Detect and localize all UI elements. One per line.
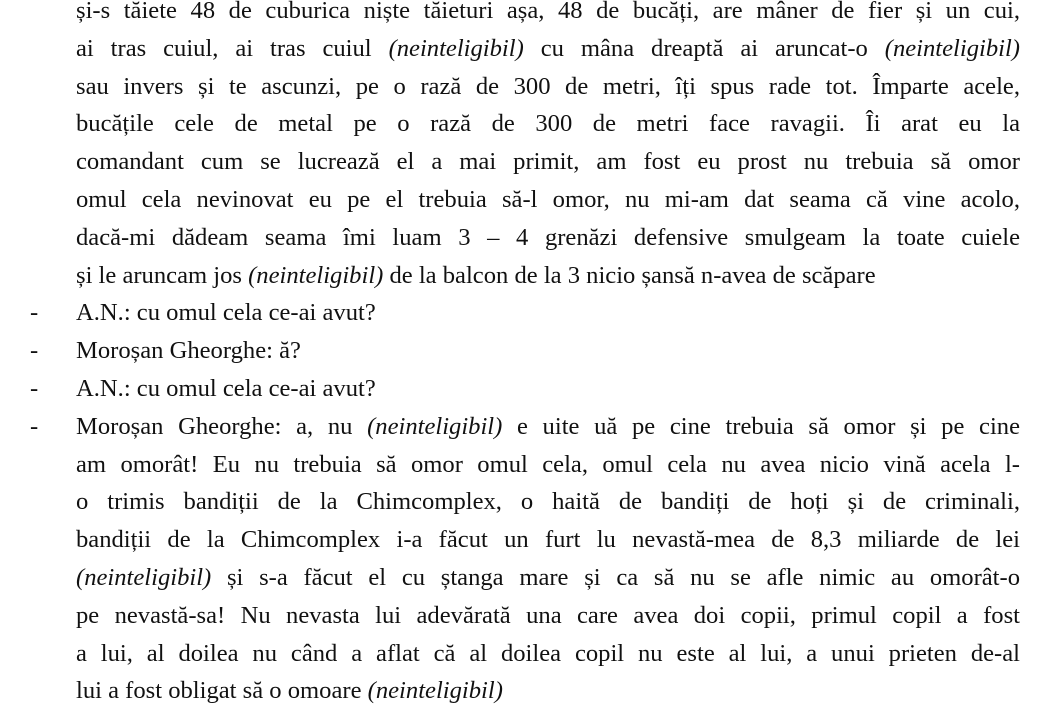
dialogue-entry	[0, 370, 1050, 408]
text-segment: și-s tăiete 48 de cuburica niște tăieturi așa, 48 de bucăți, are mâner de fier și un cui,	[76, 0, 1020, 24]
unintelligible-note: (neinteligibil)	[884, 34, 1020, 62]
text-segment: cu mâna dreaptă ai aruncat-o	[523, 34, 885, 62]
text-line	[0, 105, 1020, 143]
text-segment: dacă-mi dădeam seama îmi luam 3 – 4 grenăzi defensive smulgeam la toate cuiele	[76, 223, 1020, 251]
unintelligible-note: (neinteligibil)	[248, 261, 384, 289]
unintelligible-note: (neinteligibil)	[388, 34, 524, 62]
text-segment: comandant cum se lucrează el a mai primit, am fost eu prost nu trebuia să omor	[76, 148, 1020, 176]
text-line	[0, 521, 1020, 559]
text-segment: o trimis bandiții de la Chimcomplex, o haită de bandiți de hoți și de criminali,	[76, 488, 1020, 516]
text-line	[0, 294, 1020, 332]
text-line	[0, 219, 1020, 257]
text-segment: A.N.: cu omul cela ce-ai avut?	[76, 299, 376, 327]
unintelligible-note: (neinteligibil)	[367, 412, 503, 440]
text-segment: e uite uă pe cine trebuia să omor și pe cine	[502, 412, 1021, 440]
text-segment: și le aruncam jos	[76, 261, 249, 289]
text-line	[0, 635, 1020, 673]
text-segment: A.N.: cu omul cela ce-ai avut?	[76, 374, 376, 402]
text-line	[0, 143, 1020, 181]
dialogue-entry	[0, 408, 1050, 710]
list-dash: -	[30, 337, 39, 365]
paragraph-continuation	[0, 0, 1050, 294]
text-line	[0, 0, 1020, 30]
text-segment: bucățile cele de metal pe o rază de 300 de metri face ravagii. Îi arat eu la	[76, 110, 1020, 138]
text-segment: ai tras cuiul, ai tras cuiul	[76, 34, 389, 62]
text-segment: a lui, al doilea nu când a aflat că al doilea copil nu este al lui, a unui prieten de-al	[76, 639, 1020, 667]
text-segment: sau invers și te ascunzi, pe o rază de 300 de metri, îți spus rade tot. Împarte acele,	[76, 72, 1020, 100]
text-line	[0, 181, 1020, 219]
unintelligible-note: (neinteligibil)	[367, 677, 503, 705]
text-line	[0, 332, 1020, 370]
text-line	[0, 257, 1020, 295]
text-segment: lui a fost obligat să o omoare	[76, 677, 368, 705]
list-dash: -	[30, 374, 39, 402]
text-segment: pe nevastă-sa! Nu nevasta lui adevărată una care avea doi copii, primul copil a fost	[76, 601, 1020, 629]
text-segment: bandiții de la Chimcomplex i-a făcut un furt lu nevastă-mea de 8,3 miliarde de lei	[76, 526, 1020, 554]
text-segment: de la balcon de la 3 nicio șansă n-avea de scăpare	[383, 261, 876, 289]
list-dash: -	[30, 299, 39, 327]
dialogue-entry	[0, 332, 1050, 370]
text-segment: am omorât! Eu nu trebuia să omor omul cela, omul cela nu avea nicio vină acela l-	[76, 450, 1020, 478]
text-segment: Moroșan Gheorghe: ă?	[76, 337, 301, 365]
text-line	[0, 559, 1020, 597]
text-line	[0, 483, 1020, 521]
text-line	[0, 30, 1020, 68]
dialogue-entry	[0, 294, 1050, 332]
text-line	[0, 370, 1020, 408]
list-dash: -	[30, 412, 39, 440]
text-segment: și s-a făcut el cu ștanga mare și ca să nu se afle nimic au omorât-o	[211, 563, 1020, 591]
text-line	[0, 597, 1020, 635]
text-line	[0, 408, 1020, 446]
text-line	[0, 68, 1020, 106]
text-segment: Moroșan Gheorghe: a, nu	[76, 412, 368, 440]
text-segment: omul cela nevinovat eu pe el trebuia să-l omor, nu mi-am dat seama că vine acolo,	[76, 185, 1020, 213]
unintelligible-note: (neinteligibil)	[76, 563, 212, 591]
text-line	[0, 446, 1020, 484]
text-line	[0, 672, 1020, 710]
